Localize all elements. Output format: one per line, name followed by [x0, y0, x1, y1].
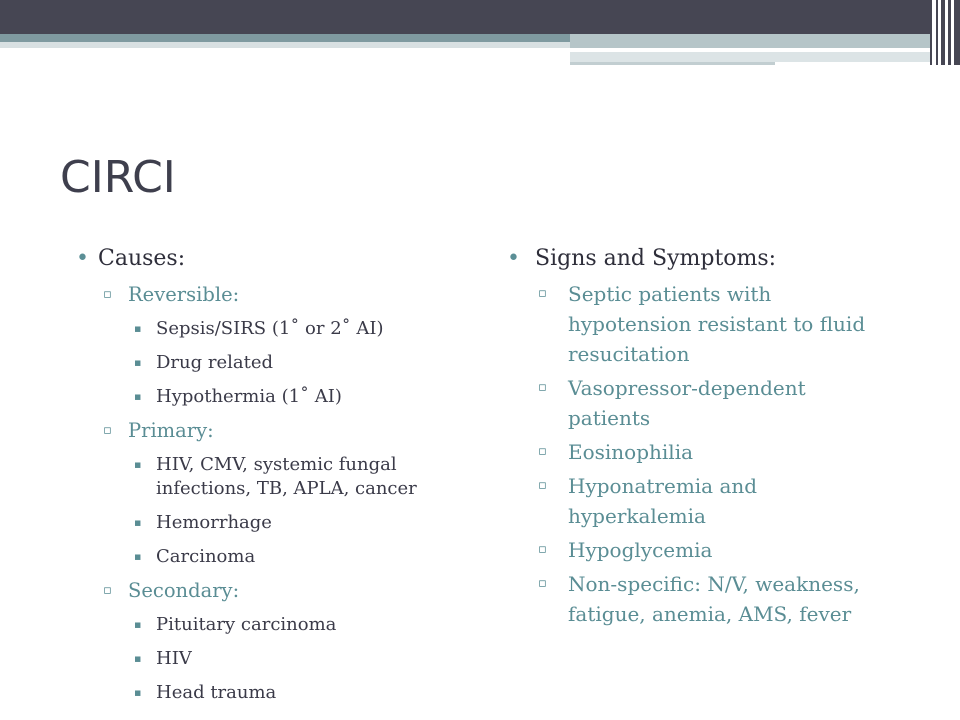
bullet-icon: ▪: [134, 550, 142, 563]
list-item-text: Hemorrhage: [156, 512, 272, 533]
bullet-icon: ▫: [103, 287, 112, 302]
list-item: [507, 373, 888, 433]
bullet-icon: ▪: [134, 322, 142, 335]
header-stripe: [570, 62, 775, 65]
list-item: [507, 535, 888, 565]
header-stripe: [0, 34, 570, 42]
list-item-text: Non-specific: N/V, weakness, fatigue, anemia, AMS, fever: [568, 572, 860, 626]
bullet-icon: ▫: [538, 478, 547, 493]
list-item: [507, 279, 888, 369]
bullet-icon: ▫: [103, 583, 112, 598]
causes-column: [76, 245, 456, 705]
bullet-icon: ▪: [134, 390, 142, 403]
list-item-text: HIV, CMV, systemic fungal infections, TB, APLA, cancer: [156, 454, 417, 499]
list-item-text: HIV: [156, 648, 192, 669]
list-item: [507, 569, 898, 629]
list-item: [76, 453, 466, 501]
bullet-icon: ▫: [538, 444, 547, 459]
bullet-icon: ▪: [134, 686, 142, 699]
list-item: [76, 545, 456, 569]
header-right-lines: [930, 0, 960, 65]
signs-heading-item: [507, 245, 887, 273]
signs-heading: Signs and Symptoms:: [535, 246, 777, 271]
list-item: [76, 511, 456, 535]
causes-heading-item: [76, 245, 456, 273]
list-item: [507, 437, 888, 467]
bullet-icon: •: [507, 246, 520, 271]
group-label: Reversible:: [128, 283, 240, 306]
list-item-text: Drug related: [156, 352, 274, 373]
bullet-icon: ▪: [134, 516, 142, 529]
list-item-text: Sepsis/SIRS (1˚ or 2˚ AI): [156, 318, 384, 339]
list-item: [76, 351, 456, 375]
slide-title: CIRCI: [60, 152, 176, 203]
bullet-icon: ▫: [103, 423, 112, 438]
list-item-text: Vasopressor-dependent patients: [568, 376, 806, 430]
bullet-icon: ▪: [134, 652, 142, 665]
list-item: [76, 283, 456, 307]
bullet-icon: ▪: [134, 356, 142, 369]
bullet-icon: ▫: [538, 380, 547, 395]
list-item: [76, 385, 456, 409]
signs-column: [507, 245, 887, 629]
causes-heading: Causes:: [98, 246, 186, 271]
bullet-icon: •: [76, 246, 89, 271]
bullet-icon: ▫: [538, 542, 547, 557]
list-item-text: Pituitary carcinoma: [156, 614, 337, 635]
group-label: Primary:: [128, 419, 214, 442]
header-band: [0, 0, 960, 34]
list-item-text: Head trauma: [156, 682, 277, 703]
bullet-icon: ▫: [538, 576, 547, 591]
list-item: [76, 419, 456, 443]
list-item: [76, 579, 456, 603]
group-label: Secondary:: [128, 579, 240, 602]
list-item: [76, 317, 456, 341]
header-stripe: [570, 52, 930, 62]
header-stripe: [570, 34, 930, 48]
list-item-text: Eosinophilia: [568, 440, 694, 464]
list-item: [76, 681, 456, 705]
list-item-text: Septic patients with hypotension resistant to fluid resucitation: [568, 282, 866, 366]
list-item: [507, 471, 868, 531]
bullet-icon: ▪: [134, 618, 142, 631]
list-item-text: Hyponatremia and hyperkalemia: [568, 474, 758, 528]
bullet-icon: ▫: [538, 286, 547, 301]
header-stripe: [570, 50, 890, 52]
list-item-text: Hypoglycemia: [568, 538, 713, 562]
header-stripe: [0, 42, 570, 48]
list-item: [76, 647, 456, 671]
list-item: [76, 613, 456, 637]
list-item-text: Carcinoma: [156, 546, 256, 567]
list-item-text: Hypothermia (1˚ AI): [156, 386, 342, 407]
bullet-icon: ▪: [134, 458, 142, 471]
